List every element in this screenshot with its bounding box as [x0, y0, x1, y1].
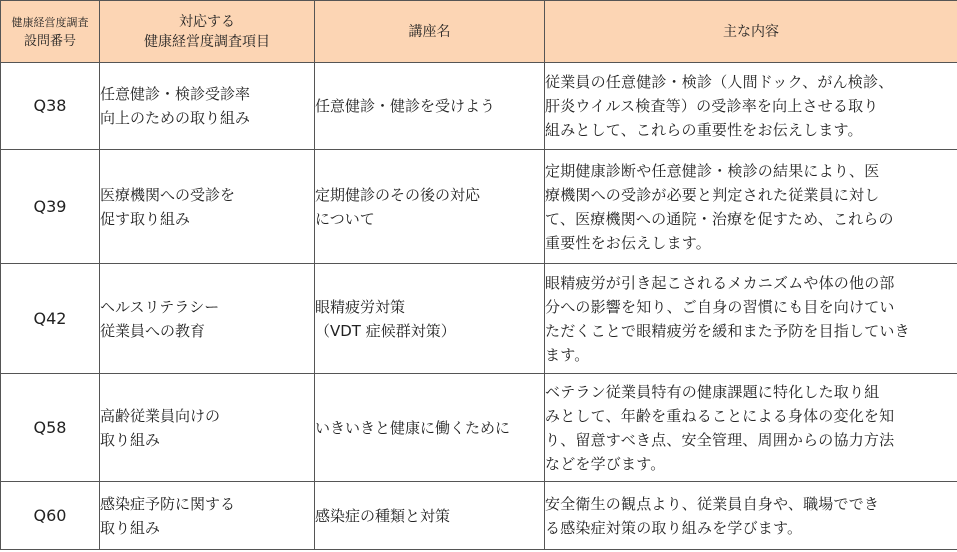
header-question-number	[1, 1, 100, 63]
content-line: 分への影響を知り、ご自身の習慣にも目を向けてい	[545, 297, 895, 316]
course-name-line: 定期健診のその後の対応	[315, 185, 481, 204]
header-question-number-line-1: 健康経営度調査	[11, 15, 89, 29]
header-survey-item	[100, 1, 315, 63]
header-survey-item-line-2: 健康経営度調査項目	[144, 33, 270, 50]
content-line: 組みとして、これらの重要性をお伝えします。	[545, 121, 863, 139]
question-number: Q38	[1, 63, 100, 150]
header-course-name: 講座名	[315, 1, 545, 63]
survey-item-line: 高齢従業員向けの	[100, 406, 221, 425]
content-line: ます。	[545, 345, 590, 364]
survey-item	[100, 63, 315, 150]
course-name	[315, 482, 545, 550]
survey-item-line: 取り組み	[100, 518, 161, 537]
survey-item	[100, 264, 315, 374]
main-content	[545, 374, 957, 482]
survey-item-line: 感染症予防に関する	[100, 494, 236, 513]
survey-item-line: 取り組み	[100, 430, 161, 449]
course-name-line: 眼精疲労対策	[315, 297, 406, 316]
content-line: ベテラン従業員特有の健康課題に特化した取り組	[545, 382, 880, 401]
table-row	[1, 374, 957, 482]
content-line: 眼精疲労が引き起こされるメカニズムや体の他の部	[545, 273, 895, 292]
content-line: などを学びます。	[545, 454, 666, 473]
course-name-line: （VDT 症候群対策）	[315, 321, 456, 340]
content-line: 療機関への受診が必要と判定された従業員に対し	[545, 185, 880, 204]
content-line: みとして、年齢を重ねることによる身体の変化を知	[545, 406, 895, 425]
main-content	[545, 482, 957, 550]
course-name	[315, 63, 545, 150]
content-line: 定期健康診断や任意健診・検診の結果により、医	[545, 161, 880, 180]
main-content	[545, 264, 957, 374]
survey-item	[100, 374, 315, 482]
course-name	[315, 374, 545, 482]
content-line: ただくことで眼精疲労を緩和また予防を目指していき	[545, 321, 910, 340]
course-name-line: 任意健診・健診を受けよう	[315, 97, 496, 115]
header-question-number-line-2: 設問番号	[23, 33, 76, 49]
course-name	[315, 150, 545, 264]
survey-item-line: 医療機関への受診を	[100, 185, 236, 204]
survey-item-line: 任意健診・検診受診率	[100, 85, 251, 103]
survey-item-line: ヘルスリテラシー	[100, 297, 220, 316]
table-row	[1, 264, 957, 374]
content-line: 従業員の任意健診・検診（人間ドック、がん検診、	[545, 73, 894, 91]
content-line: て、医療機関への通院・治療を促すため、これらの	[545, 209, 894, 228]
survey-item-line: 従業員への教育	[100, 321, 206, 340]
question-number: Q58	[1, 374, 100, 482]
header-row	[1, 1, 957, 63]
course-name	[315, 264, 545, 374]
content-line: 肝炎ウイルス検査等）の受診率を向上させる取り	[545, 97, 879, 115]
course-name-line: 感染症の種類と対策	[315, 506, 451, 525]
content-line: 重要性をお伝えします。	[545, 233, 712, 252]
header-main-content: 主な内容	[545, 1, 957, 63]
content-line: 安全衛生の観点より、従業員自身や、職場ででき	[545, 494, 880, 513]
table-row	[1, 63, 957, 150]
survey-item	[100, 150, 315, 264]
content-line: り、留意すべき点、安全管理、周囲からの協力方法	[545, 430, 895, 449]
main-content	[545, 150, 957, 264]
table-row	[1, 482, 957, 550]
content-line: る感染症対策の取り組みを学びます。	[545, 518, 803, 537]
header-survey-item-line-1: 対応する	[179, 13, 235, 30]
main-content	[545, 63, 957, 150]
question-number: Q39	[1, 150, 100, 264]
survey-item-line: 向上のための取り組み	[100, 109, 251, 127]
course-name-line: について	[315, 209, 375, 228]
question-number: Q60	[1, 482, 100, 550]
survey-item-line: 促す取り組み	[100, 209, 191, 228]
survey-item	[100, 482, 315, 550]
course-name-line: いきいきと健康に働くために	[315, 418, 511, 437]
table-row	[1, 150, 957, 264]
question-number: Q42	[1, 264, 100, 374]
